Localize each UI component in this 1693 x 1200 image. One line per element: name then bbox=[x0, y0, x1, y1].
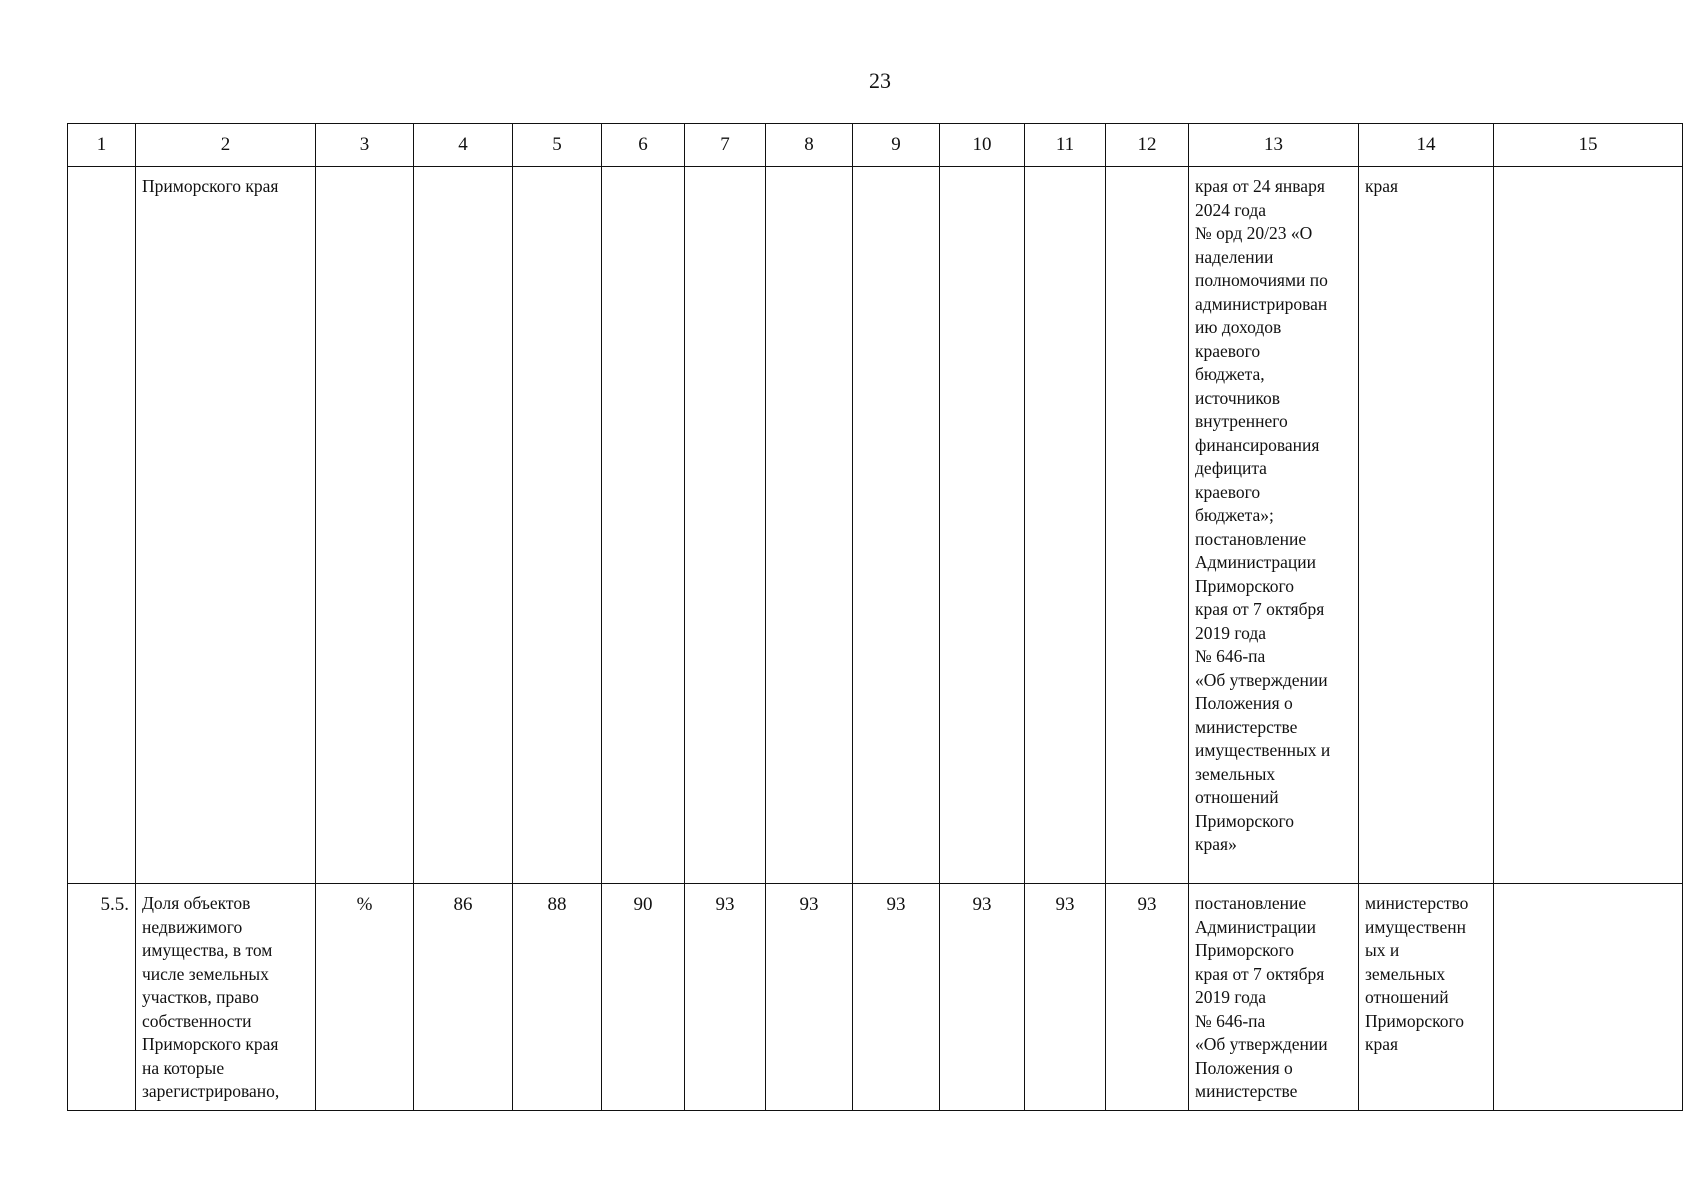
table-cell bbox=[853, 884, 940, 1111]
indicator-name: Доля объектов недвижимого имущества, в том числе земельных участков, право собственности Приморского края на которые зарегистрировано, bbox=[142, 893, 280, 1101]
table-cell bbox=[685, 167, 766, 884]
column-header: 10 bbox=[940, 124, 1025, 167]
page-number: 23 bbox=[869, 68, 891, 93]
indicator-value: 93 bbox=[1137, 894, 1157, 915]
indicator-value: 93 bbox=[886, 894, 906, 915]
column-header: 13 bbox=[1189, 124, 1359, 167]
table-cell bbox=[68, 167, 136, 884]
table-cell bbox=[766, 167, 853, 884]
table-cell bbox=[1025, 884, 1106, 1111]
indicator-value: 93 bbox=[715, 894, 735, 915]
table-cell bbox=[68, 884, 136, 1111]
column-header: 12 bbox=[1106, 124, 1189, 167]
table-cell bbox=[1359, 884, 1494, 1111]
table-cell bbox=[602, 167, 685, 884]
column-header: 11 bbox=[1025, 124, 1106, 167]
table-cell bbox=[1189, 884, 1359, 1111]
table-cell bbox=[136, 167, 316, 884]
table-cell bbox=[940, 884, 1025, 1111]
indicator-value: 86 bbox=[453, 894, 473, 915]
column-header: 6 bbox=[602, 124, 685, 167]
table-cell bbox=[316, 167, 414, 884]
row-number: 5.5. bbox=[100, 894, 129, 915]
table-cell bbox=[414, 884, 513, 1111]
table-cell bbox=[1359, 167, 1494, 884]
column-header: 7 bbox=[685, 124, 766, 167]
column-header: 15 bbox=[1494, 124, 1683, 167]
table-row bbox=[68, 167, 1683, 884]
indicator-value: 88 bbox=[547, 894, 567, 915]
column-header: 3 bbox=[316, 124, 414, 167]
legal-basis: постановление Администрации Приморского края от 7 октября 2019 года № 646-па «Об утверждении Положения о министерстве bbox=[1195, 893, 1328, 1101]
table-cell bbox=[1106, 167, 1189, 884]
indicator-name-continued: Приморского края bbox=[142, 176, 279, 196]
table-cell bbox=[940, 167, 1025, 884]
column-header: 1 bbox=[68, 124, 136, 167]
table-cell bbox=[1494, 167, 1683, 884]
column-header: 8 bbox=[766, 124, 853, 167]
table-cell bbox=[136, 884, 316, 1111]
column-header: 14 bbox=[1359, 124, 1494, 167]
column-number-row bbox=[68, 124, 1683, 167]
indicator-value: 93 bbox=[972, 894, 992, 915]
column-header: 4 bbox=[414, 124, 513, 167]
table-cell bbox=[1025, 167, 1106, 884]
responsible-continued: края bbox=[1365, 176, 1399, 196]
indicator-value: 93 bbox=[1055, 894, 1075, 915]
table-cell bbox=[1106, 884, 1189, 1111]
column-header: 2 bbox=[136, 124, 316, 167]
table-cell bbox=[685, 884, 766, 1111]
table-cell bbox=[513, 884, 602, 1111]
column-header: 9 bbox=[853, 124, 940, 167]
indicators-table bbox=[67, 123, 1683, 1111]
unit-of-measure: % bbox=[356, 894, 373, 915]
table-cell bbox=[766, 884, 853, 1111]
table-cell bbox=[1189, 167, 1359, 884]
responsible-body: министерство имущественн ых и земельных отношений Приморского края bbox=[1365, 893, 1469, 1054]
table-cell bbox=[602, 884, 685, 1111]
table-row bbox=[68, 884, 1683, 1111]
column-header: 5 bbox=[513, 124, 602, 167]
table-cell bbox=[513, 167, 602, 884]
table-cell bbox=[1494, 884, 1683, 1111]
indicator-value: 93 bbox=[799, 894, 819, 915]
table-cell bbox=[316, 884, 414, 1111]
legal-basis-continued: края от 24 января 2024 года № орд 20/23 «О наделении полномочиями по администрирован ию доходов краевого бюджета, источников внутреннего финансирования дефицита краевого бюджета»; постановление Администрации Приморского края от 7 октября 2019 года № 646-па «Об утверждении Положения о министерстве имущественных и земельных отношений Приморского края» bbox=[1195, 176, 1331, 854]
indicator-value: 90 bbox=[633, 894, 653, 915]
table-cell bbox=[414, 167, 513, 884]
table-cell bbox=[853, 167, 940, 884]
